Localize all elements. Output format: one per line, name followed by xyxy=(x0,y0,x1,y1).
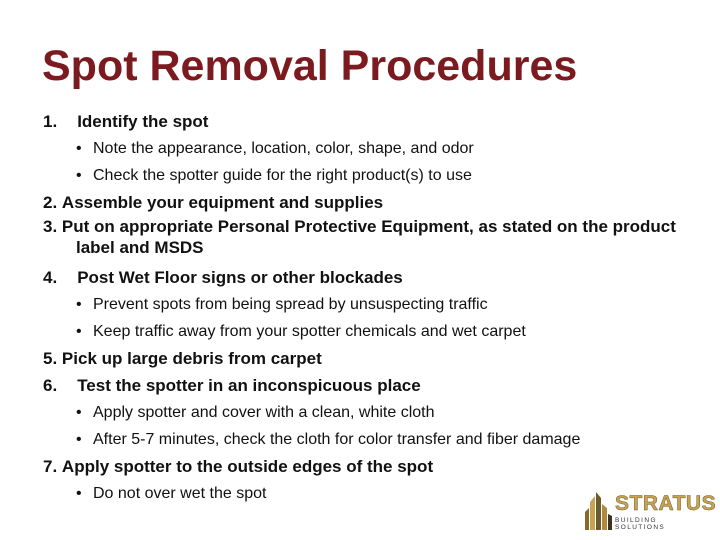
step-number: 3. xyxy=(43,217,58,236)
step-7 xyxy=(43,453,703,480)
step-number: 6. xyxy=(43,376,58,395)
step-6 xyxy=(43,372,703,399)
bullet-item: • After 5-7 minutes, check the cloth for color transfer and fiber damage xyxy=(76,431,581,448)
step-number: 7. xyxy=(43,457,58,476)
step-number: 5. xyxy=(43,349,58,368)
step-number: 4. xyxy=(43,268,58,287)
step-number: 2. xyxy=(43,193,58,212)
step-number: 1. xyxy=(43,112,58,131)
bullet-item: • Do not over wet the spot xyxy=(76,485,267,502)
step-3 xyxy=(43,216,703,258)
procedure-list xyxy=(43,108,703,507)
logo-tagline: BUILDING SOLUTIONS xyxy=(615,517,666,531)
step-4 xyxy=(43,264,703,291)
step-text: Post Wet Floor signs or other blockades xyxy=(77,268,403,287)
bullet-item: • Apply spotter and cover with a clean, white cloth xyxy=(76,404,435,421)
bullet-item: • Prevent spots from being spread by unsuspecting traffic xyxy=(76,296,488,313)
step-text: Test the spotter in an inconspicuous place xyxy=(77,376,421,395)
step-text: Pick up large debris from carpet xyxy=(61,349,322,368)
bullet-item: • Keep traffic away from your spotter chemicals and wet carpet xyxy=(76,323,526,340)
step-text: Identify the spot xyxy=(77,112,209,131)
bullet-item: • Check the spotter guide for the right product(s) to use xyxy=(76,167,472,184)
step-5 xyxy=(43,345,703,372)
building-skyline-icon xyxy=(583,490,615,530)
step-1 xyxy=(43,108,703,135)
step-text: Apply spotter to the outside edges of the spot xyxy=(61,457,434,476)
step-text: Assemble your equipment and supplies xyxy=(61,193,384,212)
step-text: Put on appropriate Personal Protective Equipment, as stated on the product xyxy=(61,217,676,236)
slide-title: Spot Removal Procedures xyxy=(42,42,578,90)
logo-wordmark: STRATUS xyxy=(615,492,717,515)
bullet-item: • Note the appearance, location, color, shape, and odor xyxy=(76,140,474,157)
stratus-logo xyxy=(583,490,717,531)
step-2 xyxy=(43,189,703,216)
step-text-continued: label and MSDS xyxy=(76,238,204,257)
